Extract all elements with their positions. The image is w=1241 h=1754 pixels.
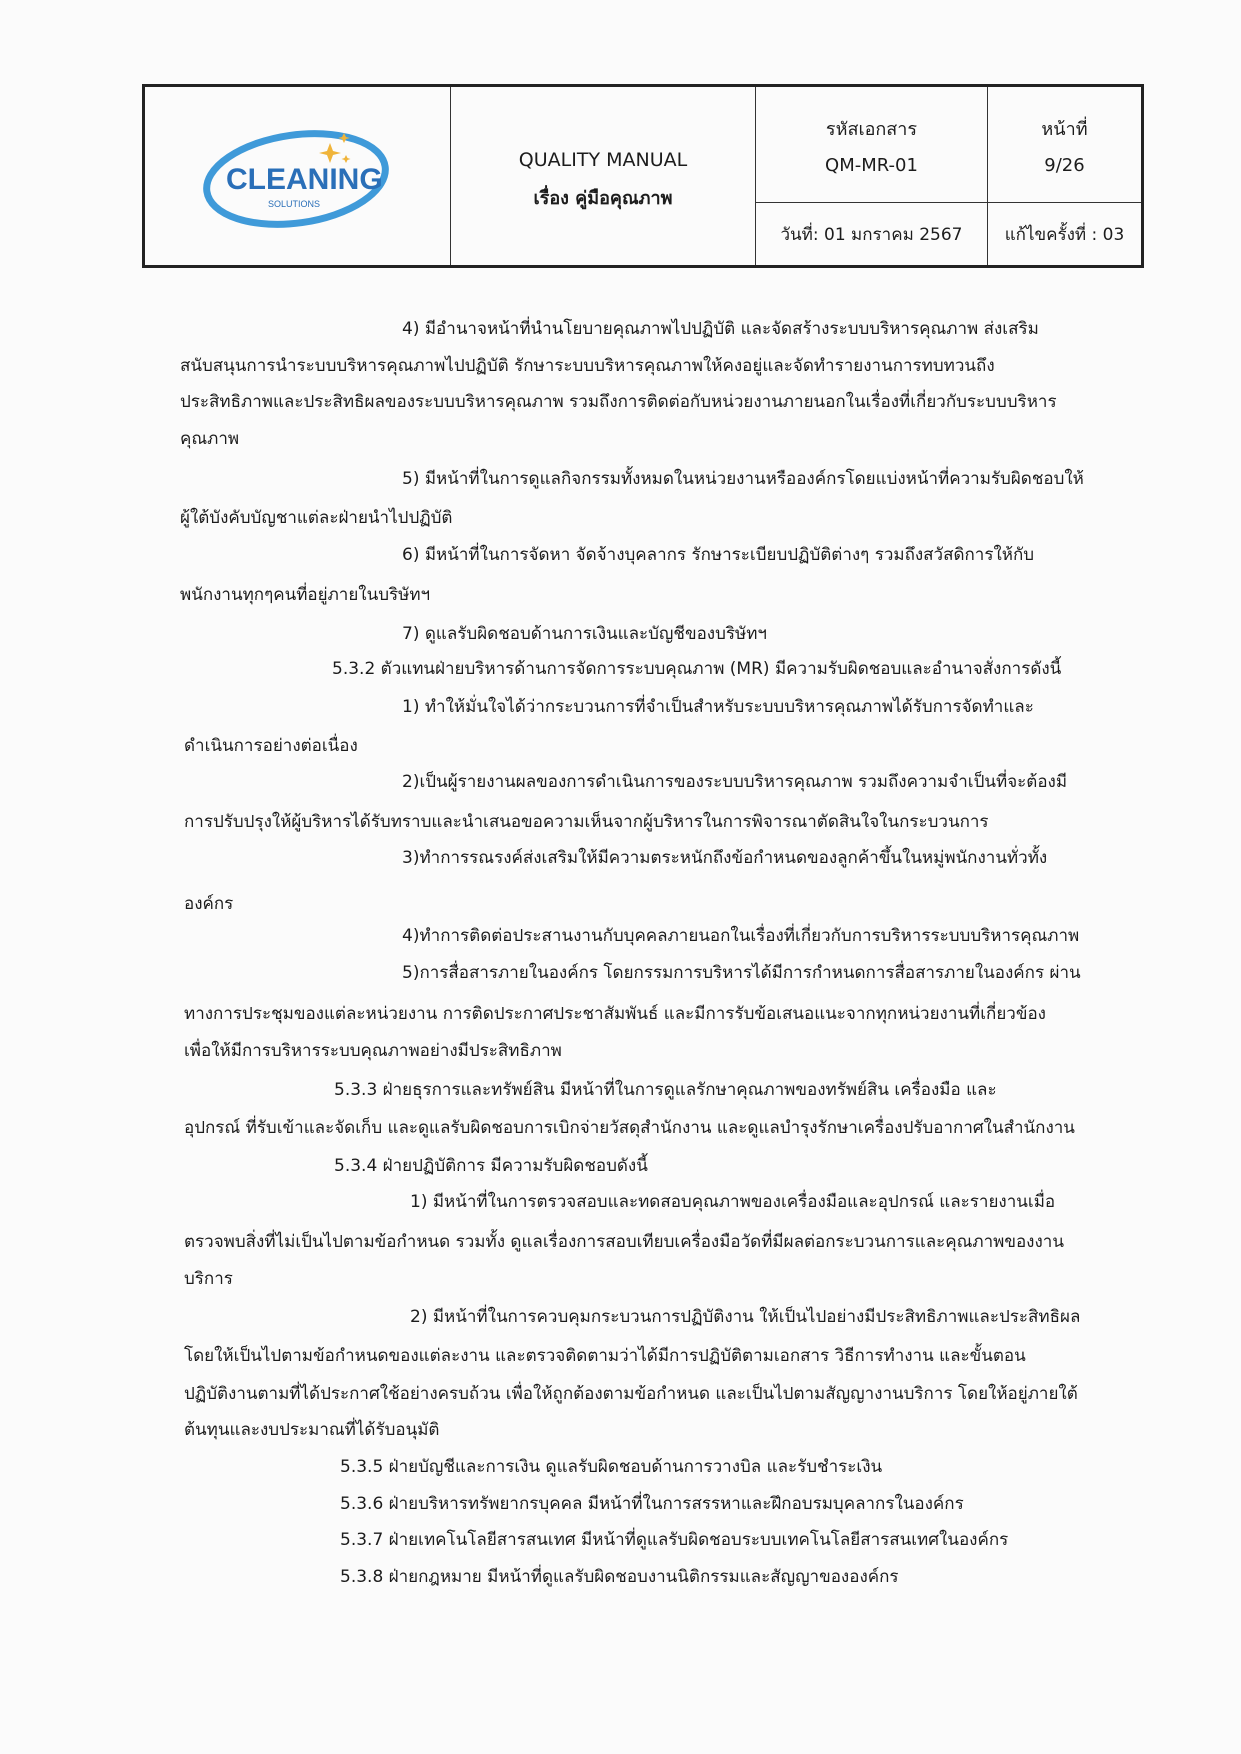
body-line: 5.3.8 ฝ่ายกฎหมาย มีหน้าที่ดูแลรับผิดชอบงานนิติกรรมและสัญญาขององค์กร — [340, 1567, 899, 1587]
body-line: 5.3.6 ฝ่ายบริหารทรัพยากรบุคคล มีหน้าที่ในการสรรหาและฝึกอบรมบุคลากรในองค์กร — [340, 1494, 964, 1514]
body-line: 5.3.3 ฝ่ายธุรการและทรัพย์สิน มีหน้าที่ในการดูแลรักษาคุณภาพของทรัพย์สิน เครื่องมือ และ — [334, 1080, 997, 1100]
doc-date: วันที่: 01 มกราคม 2567 — [780, 224, 963, 245]
body-line: สนับสนุนการนำระบบบริหารคุณภาพไปปฏิบัติ รักษาระบบบริหารคุณภาพให้คงอยู่และจัดทำรายงานการทบทวนถึง — [180, 356, 995, 376]
body-line: 5.3.7 ฝ่ายเทคโนโลยีสารสนเทศ มีหน้าที่ดูแลรับผิดชอบระบบเทคโนโลยีสารสนเทศในองค์กร — [340, 1530, 1009, 1550]
doc-code-cell — [756, 87, 988, 265]
body-line: 1) ทำให้มั่นใจได้ว่ากระบวนการที่จำเป็นสำหรับระบบบริหารคุณภาพได้รับการจัดทำและ — [402, 697, 1034, 717]
body-line: พนักงานทุกๆคนที่อยู่ภายในบริษัทฯ — [180, 585, 431, 605]
body-line: เพื่อให้มีการบริหารระบบคุณภาพอย่างมีประสิทธิภาพ — [184, 1041, 562, 1061]
doc-code-label: รหัสเอกสาร — [825, 118, 918, 140]
logo-subtext: SOLUTIONS — [267, 199, 320, 209]
body-line: บริการ — [184, 1269, 233, 1289]
body-line: 5.3.5 ฝ่ายบัญชีและการเงิน ดูแลรับผิดชอบด้านการวางบิล และรับชำระเงิน — [340, 1457, 883, 1477]
body-line: 3)ทำการรณรงค์ส่งเสริมให้มีความตระหนักถึงข้อกำหนดของลูกค้าขึ้นในหมู่พนักงานทั่วทั้ง — [402, 848, 1048, 868]
body-line: 4)ทำการติดต่อประสานงานกับบุคคลภายนอกในเรื่องที่เกี่ยวกับการบริหารระบบบริหารคุณภาพ — [402, 926, 1080, 946]
body-line: อุปกรณ์ ที่รับเข้าและจัดเก็บ และดูแลรับผิดชอบการเบิกจ่ายวัสดุสำนักงาน และดูแลบำรุงรักษาเครื่องปรับอากาศในสำนักงาน — [184, 1118, 1075, 1138]
body-line: การปรับปรุงให้ผู้บริหารได้รับทราบและนำเสนอขอความเห็นจากผู้บริหารในการพิจารณาตัดสินใจในกระบวนการ — [184, 812, 989, 832]
body-line: ดำเนินการอย่างต่อเนื่อง — [184, 736, 358, 756]
body-line: 1) มีหน้าที่ในการตรวจสอบและทดสอบคุณภาพของเครื่องมือและอุปกรณ์ และรายงานเมื่อ — [410, 1192, 1056, 1212]
body-line: โดยให้เป็นไปตามข้อกำหนดของแต่ละงาน และตรวจติดตามว่าได้มีการปฏิบัติตามเอกสาร วิธีการทำงาน และขั้นตอน — [184, 1346, 1026, 1366]
logo-text: CLEANING — [225, 163, 383, 196]
body-line: ตรวจพบสิ่งที่ไม่เป็นไปตามข้อกำหนด รวมทั้ง ดูแลเรื่องการสอบเทียบเครื่องมือวัดที่มีผลต่อกระบวนการและคุณภาพของงาน — [184, 1232, 1064, 1252]
body-line: 2)เป็นผู้รายงานผลของการดำเนินการของระบบบริหารคุณภาพ รวมถึงความจำเป็นที่จะต้องมี — [402, 772, 1068, 792]
body-line: 5.3.4 ฝ่ายปฏิบัติการ มีความรับผิดชอบดังนี้ — [334, 1156, 648, 1176]
company-logo — [198, 121, 398, 231]
body-line: ปฏิบัติงานตามที่ได้ประกาศใช้อย่างครบถ้วน เพื่อให้ถูกต้องตามข้อกำหนด และเป็นไปตามสัญญางานบริการ โดยให้อยู่ภายใต้ — [184, 1384, 1078, 1404]
page-info-cell — [988, 87, 1141, 265]
body-line: ต้นทุนและงบประมาณที่ได้รับอนุมัติ — [184, 1420, 440, 1440]
body-line: ประสิทธิภาพและประสิทธิผลของระบบบริหารคุณภาพ รวมถึงการติดต่อกับหน่วยงานภายนอกในเรื่องที่เกี่ยวกับระบบบริหาร — [180, 392, 1057, 412]
revision-number: แก้ไขครั้งที่ : 03 — [1004, 224, 1125, 245]
body-line: 4) มีอำนาจหน้าที่นำนโยบายคุณภาพไปปฏิบัติ และจัดสร้างระบบบริหารคุณภาพ ส่งเสริม — [402, 319, 1039, 339]
manual-title-th: เรื่อง คู่มือคุณภาพ — [533, 187, 673, 209]
body-line: 5.3.2 ตัวแทนฝ่ายบริหารด้านการจัดการระบบคุณภาพ (MR) มีความรับผิดชอบและอำนาจสั่งการดังนี้ — [332, 659, 1062, 679]
logo-cell — [145, 87, 451, 265]
body-line: 5)การสื่อสารภายในองค์กร โดยกรรมการบริหารได้มีการกำหนดการสื่อสารภายในองค์กร ผ่าน — [402, 963, 1081, 983]
page-label: หน้าที่ — [1041, 118, 1088, 140]
body-line: องค์กร — [184, 894, 234, 914]
body-line: คุณภาพ — [180, 429, 240, 449]
body-line: ผู้ใต้บังคับบัญชาแต่ละฝ่ายนำไปปฏิบัติ — [180, 508, 453, 528]
body-line: ทางการประชุมของแต่ละหน่วยงาน การติดประกาศประชาสัมพันธ์ และมีการรับข้อเสนอแนะจากทุกหน่วยงานที่เกี่ยวข้อง — [184, 1004, 1046, 1024]
body-line: 5) มีหน้าที่ในการดูแลกิจกรรมทั้งหมดในหน่วยงานหรือองค์กรโดยแบ่งหน้าที่ความรับผิดชอบให้ — [402, 469, 1084, 489]
body-line: 7) ดูแลรับผิดชอบด้านการเงินและบัญชีของบริษัทฯ — [402, 624, 767, 644]
manual-title-en: QUALITY MANUAL — [518, 148, 688, 171]
title-cell — [451, 87, 756, 265]
body-line: 6) มีหน้าที่ในการจัดหา จัดจ้างบุคลากร รักษาระเบียบปฏิบัติต่างๆ รวมถึงสวัสดิการให้กับ — [402, 545, 1035, 565]
document-header-table — [142, 84, 1144, 268]
page-number: 9/26 — [1044, 154, 1085, 176]
doc-code-value: QM-MR-01 — [825, 154, 918, 176]
body-line: 2) มีหน้าที่ในการควบคุมกระบวนการปฏิบัติงาน ให้เป็นไปอย่างมีประสิทธิภาพและประสิทธิผล — [410, 1307, 1081, 1327]
